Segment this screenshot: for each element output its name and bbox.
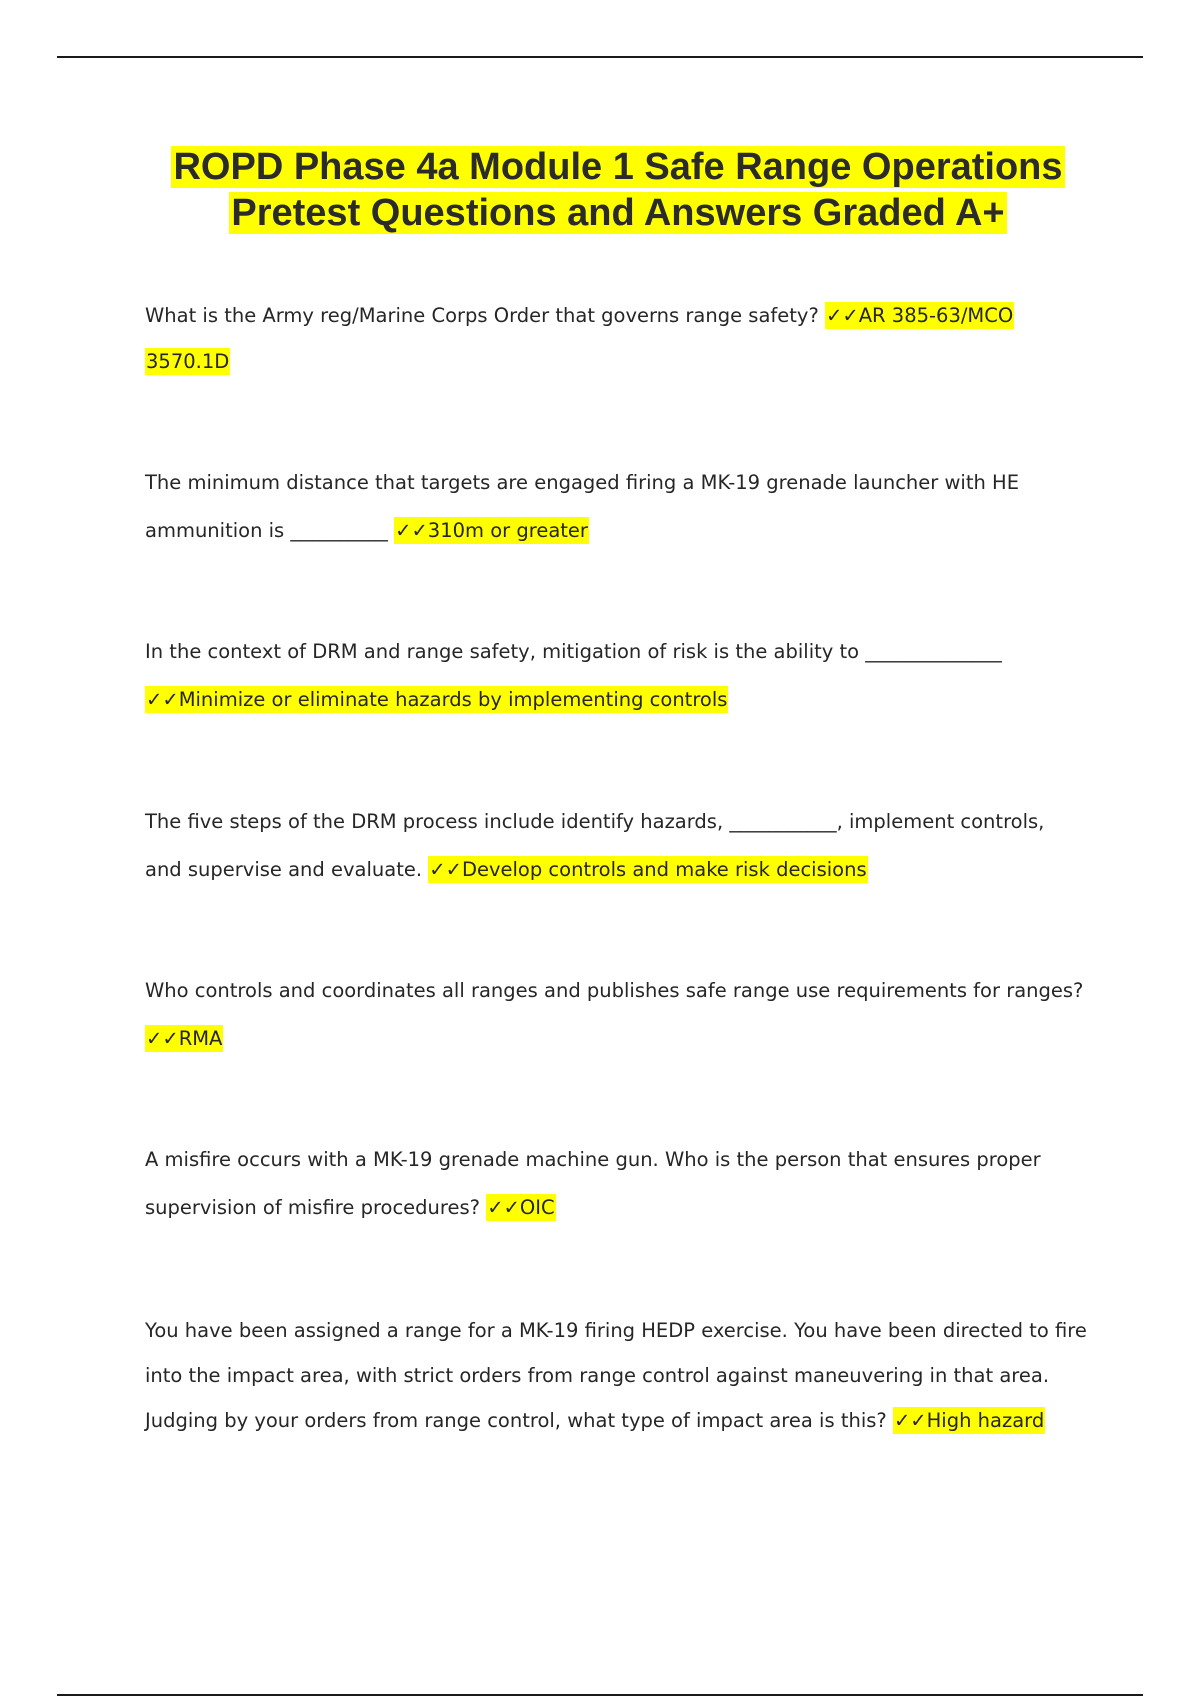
question-6-line-1: A misfire occurs with a MK-19 grenade machine gun. Who is the person that ensures proper: [145, 1148, 1041, 1171]
question-6-line-2: supervision of misfire procedures?: [145, 1196, 487, 1219]
answer-1-line-2: 3570.1D: [146, 350, 230, 373]
check-icon: ✓✓: [429, 858, 462, 881]
qa-item-6: [145, 1146, 1095, 1222]
question-5-line-1: Who controls and coordinates all ranges and publishes safe range use requirements for ranges?: [145, 979, 1084, 1002]
question-4-line-2: and supervise and evaluate.: [145, 858, 429, 881]
answer-7: High hazard: [926, 1409, 1045, 1432]
check-icon: ✓✓: [487, 1196, 520, 1219]
check-icon: ✓✓: [395, 519, 428, 542]
document-title: [143, 144, 1093, 236]
top-rule: [57, 56, 1143, 58]
question-2-line-2: ammunition is __________: [145, 519, 395, 542]
title-line-1: ROPD Phase 4a Module 1 Safe Range Operations: [173, 146, 1063, 188]
question-4-line-1: The five steps of the DRM process include identify hazards, ___________, implement controls,: [145, 810, 1045, 833]
qa-item-4: [145, 808, 1095, 884]
question-1-line-1: What is the Army reg/Marine Corps Order that governs range safety?: [145, 304, 826, 327]
answer-4: Develop controls and make risk decisions: [461, 858, 867, 881]
answer-6: OIC: [519, 1196, 555, 1219]
qa-item-3: [145, 638, 1095, 714]
check-icon: ✓✓: [146, 1027, 179, 1050]
check-icon: ✓✓: [826, 304, 859, 327]
answer-5: RMA: [178, 1027, 223, 1050]
question-3-line-1: In the context of DRM and range safety, mitigation of risk is the ability to ______________: [145, 640, 1002, 663]
question-7-line-1: You have been assigned a range for a MK-19 firing HEDP exercise. You have been directed to fire: [145, 1319, 1087, 1342]
qa-item-2: [145, 469, 1095, 545]
bottom-rule: [57, 1694, 1143, 1696]
check-icon: ✓✓: [893, 1409, 927, 1432]
question-2-line-1: The minimum distance that targets are engaged firing a MK-19 grenade launcher with HE: [145, 471, 1020, 494]
qa-item-7: [145, 1317, 1095, 1435]
answer-1-line-1: AR 385-63/MCO: [858, 304, 1014, 327]
check-icon: ✓✓: [146, 688, 179, 711]
question-7-line-2: into the impact area, with strict orders from range control against maneuvering in that area.: [145, 1364, 1050, 1387]
qa-item-5: [145, 977, 1095, 1053]
title-line-2: Pretest Questions and Answers Graded A+: [231, 192, 1005, 234]
answer-3: Minimize or eliminate hazards by implementing controls: [178, 688, 728, 711]
question-7-line-3: Judging by your orders from range control, what type of impact area is this?: [145, 1409, 893, 1432]
qa-item-1: [145, 302, 1095, 376]
answer-2: 310m or greater: [427, 519, 588, 542]
